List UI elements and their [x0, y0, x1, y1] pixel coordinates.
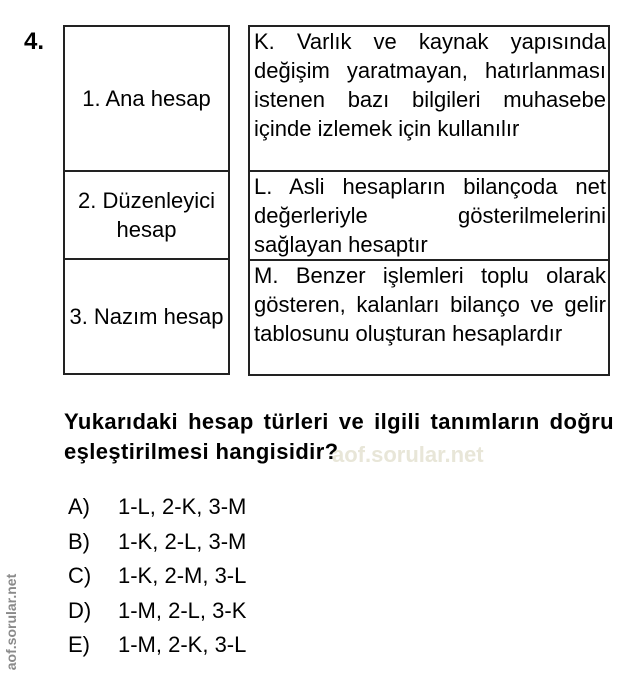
- option-b[interactable]: [68, 525, 246, 560]
- definition-k: K. Varlık ve kaynak yapısında değişim yaratmayan, hatırlanması istenen bazı bilgileri muhasebe içinde izlemek için kullanılır: [249, 26, 609, 171]
- question-stem: Yukarıdaki hesap türleri ve ilgili tanımların doğru eşleştirilmesi hangisidir?: [64, 409, 614, 464]
- account-type-3: 3. Nazım hesap: [64, 259, 229, 374]
- option-text: 1-K, 2-M, 3-L: [118, 563, 247, 589]
- option-text: 1-L, 2-K, 3-M: [118, 494, 247, 520]
- option-e[interactable]: [68, 628, 246, 663]
- option-letter: A): [68, 494, 90, 520]
- option-text: 1-M, 2-K, 3-L: [118, 632, 247, 658]
- option-letter: B): [68, 528, 90, 554]
- answer-options: [68, 490, 246, 663]
- definition-l: L. Asli hesapların bilançoda net değerleriyle gösterilmelerini sağlayan hesaptır: [249, 171, 609, 260]
- definition-m: M. Benzer işlemleri toplu olarak gösteren, kalanları bilanço ve gelir tablosunu oluşturan hesaplardır: [249, 260, 609, 375]
- question-number: 4.: [24, 28, 45, 55]
- option-letter: D): [68, 597, 92, 623]
- option-letter: E): [68, 632, 90, 658]
- definitions-table: [248, 25, 610, 376]
- option-d[interactable]: [68, 594, 246, 629]
- account-type-2: 2. Düzenleyici hesap: [64, 171, 229, 259]
- option-letter: C): [68, 563, 92, 589]
- option-c[interactable]: [68, 559, 246, 594]
- option-text: 1-K, 2-L, 3-M: [118, 528, 247, 554]
- option-text: 1-M, 2-L, 3-K: [118, 597, 247, 623]
- account-types-table: [63, 25, 230, 375]
- account-type-1: 1. Ana hesap: [64, 26, 229, 171]
- watermark-inline: aof.sorular.net: [332, 442, 484, 467]
- option-a[interactable]: [68, 490, 246, 525]
- watermark-side: aof.sorular.net: [3, 573, 19, 671]
